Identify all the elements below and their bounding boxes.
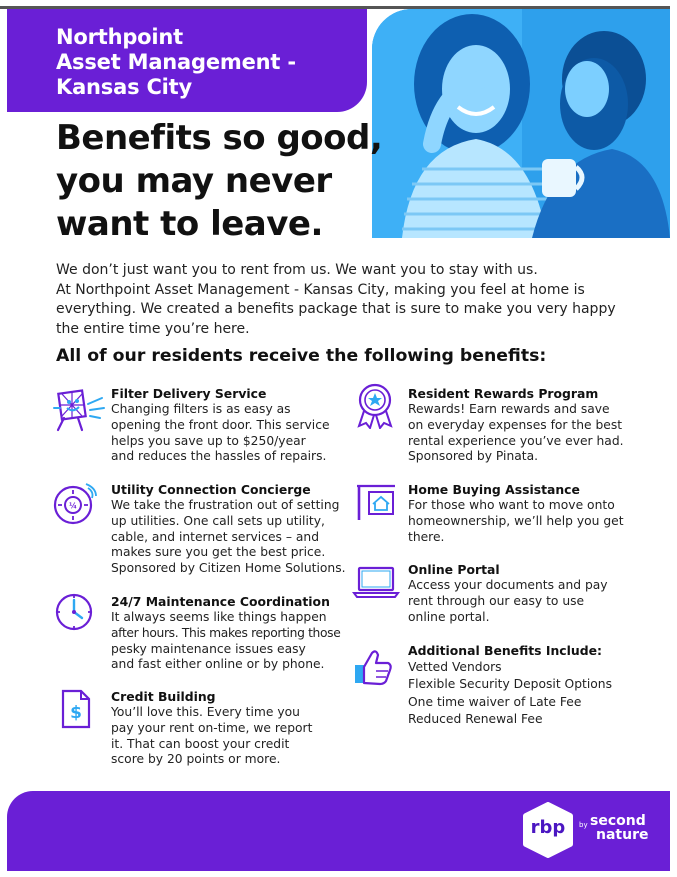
company-name-banner	[7, 9, 367, 112]
benefit-description-line: You’ll love this. Every time you	[111, 705, 300, 719]
benefit-description-line: cable, and internet services – and	[111, 529, 320, 544]
clock-icon	[54, 592, 94, 632]
award-ribbon-icon	[356, 383, 394, 429]
benefit-description	[408, 498, 648, 545]
intro-line: At Northpoint Asset Management - Kansas City, making you feel at home is	[56, 281, 585, 298]
benefit-description-line: online portal.	[408, 609, 490, 624]
brand-line: second	[590, 813, 646, 829]
benefit-description-line: on everyday expenses for the best	[408, 417, 623, 432]
benefit-credit-building	[111, 689, 351, 768]
intro-line: the entire time you’re here.	[56, 320, 250, 337]
benefit-description-line: Access your documents and pay	[408, 578, 608, 592]
benefit-description-line: rental experience you’ve ever had.	[408, 433, 624, 448]
benefit-description-line: Reduced Renewal Fee	[408, 711, 543, 726]
benefit-description-line: Rewards! Earn rewards and save	[408, 402, 610, 416]
benefit-title: Resident Rewards Program	[408, 386, 599, 401]
benefit-description-line: score by 20 points or more.	[111, 752, 281, 767]
benefit-description-line: makes sure you get the best price.	[111, 545, 326, 560]
benefit-title: Additional Benefits Include:	[408, 643, 602, 658]
benefit-utility-connection	[111, 482, 351, 577]
benefit-description	[111, 705, 351, 768]
benefit-title: Online Portal	[408, 562, 500, 577]
benefit-description-line: We take the frustration out of setting	[111, 498, 340, 512]
intro-line: everything. We created a benefits package that is sure to make you very happy	[56, 301, 616, 317]
benefit-title: Utility Connection Concierge	[111, 482, 311, 497]
benefit-maintenance-coordination	[111, 594, 351, 673]
dollar-document-icon	[60, 689, 92, 729]
benefit-online-portal	[408, 562, 648, 625]
benefit-description-line: and reduces the hassles of repairs.	[111, 449, 327, 464]
benefit-description	[408, 402, 648, 465]
company-name-line: Asset Management -	[56, 50, 296, 74]
benefit-description-line: homeownership, we’ll help you get	[408, 513, 624, 528]
benefit-resident-rewards	[408, 386, 648, 465]
benefit-description	[408, 659, 648, 728]
benefit-home-buying	[408, 482, 648, 545]
benefit-description	[111, 402, 351, 465]
benefit-description	[408, 578, 648, 625]
by-label: by	[579, 821, 588, 829]
benefits-heading: All of our residents receive the following benefits:	[56, 346, 547, 366]
hero-photo-illustration	[372, 9, 670, 238]
benefit-description-line: Vetted Vendors	[408, 660, 502, 674]
filter-delivery-icon	[52, 388, 106, 434]
intro-paragraph	[56, 261, 616, 339]
benefit-description-line: after hours. This makes reporting those	[111, 625, 341, 640]
benefit-description-line: rent through our easy to use	[408, 593, 585, 608]
benefit-description-line: Sponsored by Pinata.	[408, 449, 539, 464]
benefit-description	[111, 498, 351, 577]
benefit-description-line: and fast either online or by phone.	[111, 657, 325, 672]
benefit-description-line: pesky maintenance issues easy	[111, 641, 306, 656]
benefit-filter-delivery	[111, 386, 351, 465]
benefit-description-line: Changing filters is as easy as	[111, 402, 291, 416]
laptop-icon	[352, 565, 400, 599]
utility-timer-icon	[52, 482, 98, 528]
benefit-description-line: Flexible Security Deposit Options	[408, 677, 612, 692]
company-name-line: Northpoint	[56, 25, 183, 49]
intro-line: We don’t just want you to rent from us. We want you to stay with us.	[56, 262, 538, 278]
benefit-description-line: It always seems like things happen	[111, 610, 327, 624]
hero-photo-couple	[372, 9, 670, 238]
benefit-description-line: For those who want to move onto	[408, 498, 615, 512]
benefit-description-line: Sponsored by Citizen Home Solutions.	[111, 561, 346, 576]
thumbs-up-icon	[352, 645, 394, 687]
company-name-line: Kansas City	[56, 75, 193, 99]
benefit-description-line: pay your rent on-time, we report	[111, 720, 313, 735]
rbp-logo-text: rbp	[530, 817, 566, 838]
benefit-description	[111, 610, 351, 673]
benefit-title: Credit Building	[111, 689, 216, 704]
svg-text:$: $	[70, 703, 82, 723]
benefit-description-line: up utilities. One call sets up utility,	[111, 513, 325, 528]
second-nature-logo	[590, 814, 648, 842]
benefit-description-line: there.	[408, 529, 445, 544]
benefit-title: Filter Delivery Service	[111, 386, 267, 401]
home-sign-icon	[355, 482, 397, 522]
benefit-description-line: it. That can boost your credit	[111, 736, 290, 751]
headline-line: want to leave.	[56, 204, 323, 244]
benefit-description-line: helps you save up to $250/year	[111, 433, 306, 448]
headline	[56, 117, 386, 246]
benefit-title: 24/7 Maintenance Coordination	[111, 594, 330, 609]
headline-line: Benefits so good,	[56, 118, 383, 158]
benefit-additional	[408, 643, 648, 728]
benefit-description-line: opening the front door. This service	[111, 417, 330, 432]
benefit-title: Home Buying Assistance	[408, 482, 580, 497]
benefit-description-line: One time waiver of Late Fee	[408, 694, 582, 709]
brand-line: nature	[596, 827, 649, 843]
svg-text:¼: ¼	[69, 501, 77, 510]
headline-line: you may never	[56, 161, 332, 201]
